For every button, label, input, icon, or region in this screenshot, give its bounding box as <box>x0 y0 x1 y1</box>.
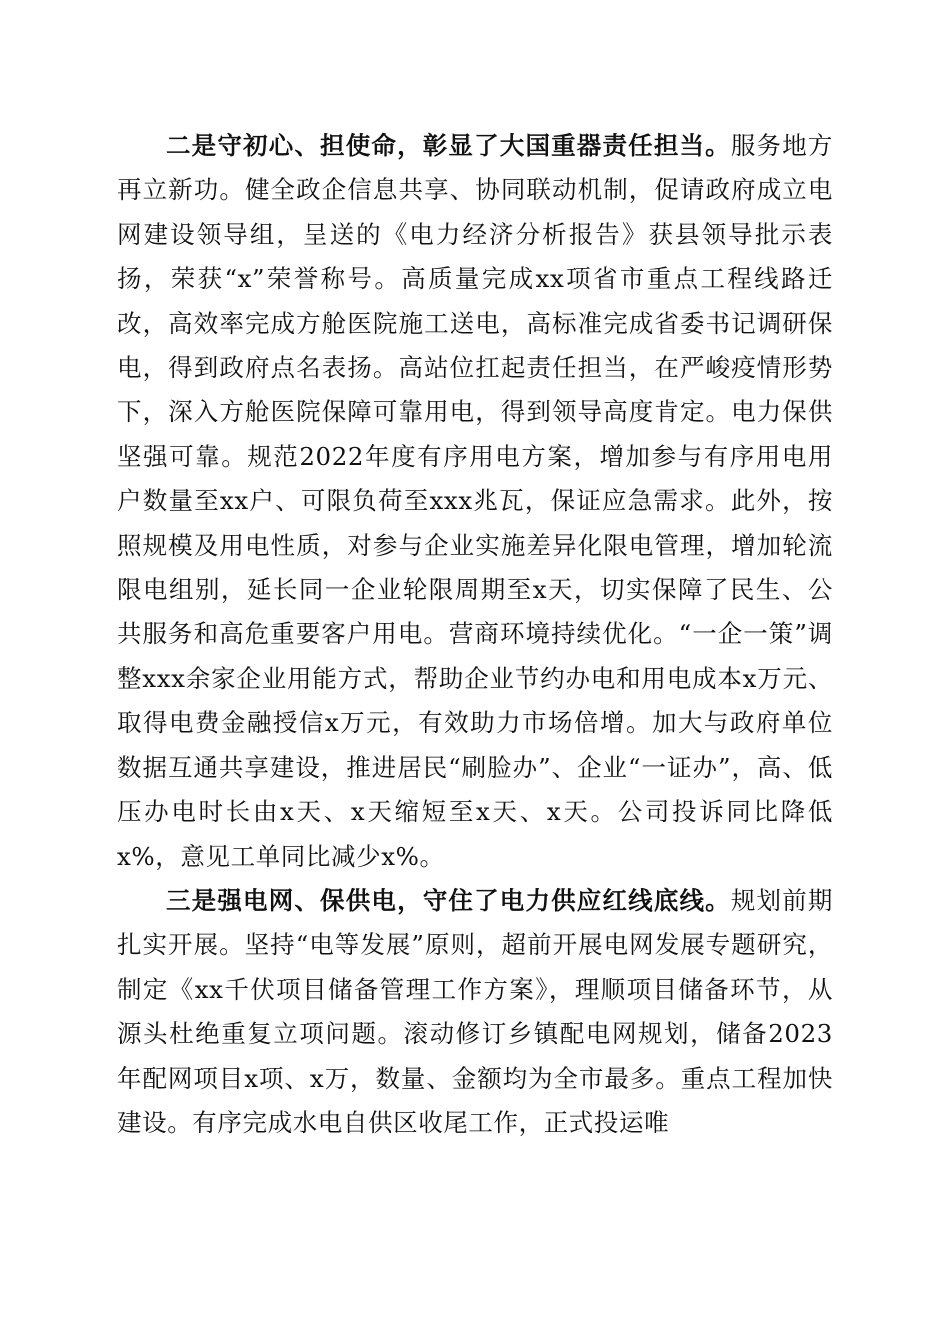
paragraph-3-lead: 三是强电网、保供电，守住了电力供应红线底线。 <box>166 885 731 915</box>
document-page <box>117 124 833 1145</box>
paragraph-3-body: 规划前期扎实开展。坚持“电等发展”原则，超前开展电网发展专题研究，制定《xx千伏项目储备管理工作方案》，理顺项目储备环节，从源头杜绝重复立项问题。滚动修订乡镇配电网规划，储备2023年配网项目x项、x万，数量、金额均为全市最多。重点工程加快建设。有序完成水电自供区收尾工作，正式投运唯 <box>117 885 834 1137</box>
paragraph-2 <box>117 124 833 879</box>
paragraph-2-body: 服务地方再立新功。健全政企信息共享、协同联动机制，促请政府成立电网建设领导组，呈送的《电力经济分析报告》获县领导批示表扬，荣获“x”荣誉称号。高质量完成xx项省市重点工程线路迁改，高效率完成方舱医院施工送电，高标准完成省委书记调研保电，得到政府点名表扬。高站位扛起责任担当，在严峻疫情形势下，深入方舱医院保障可靠用电，得到领导高度肯定。电力保供坚强可靠。规范2022年度有序用电方案，增加参与有序用电用户数量至xx户、可限负荷至xxx兆瓦，保证应急需求。此外，按照规模及用电性质，对参与企业实施差异化限电管理，增加轮流限电组别，延长同一企业轮限周期至x天，切实保障了民生、公共服务和高危重要客户用电。营商环境持续优化。“一企一策”调整xxx余家企业用能方式，帮助企业节约办电和用电成本x万元、取得电费金融授信x万元，有效助力市场倍增。加大与政府单位数据互通共享建设，推进居民“刷脸办”、企业“一证办”，高、低压办电时长由x天、x天缩短至x天、x天。公司投诉同比降低x%，意见工单同比减少x%。 <box>117 131 834 871</box>
paragraph-3 <box>117 879 833 1145</box>
paragraph-2-lead: 二是守初心、担使命，彰显了大国重器责任担当。 <box>166 131 731 160</box>
